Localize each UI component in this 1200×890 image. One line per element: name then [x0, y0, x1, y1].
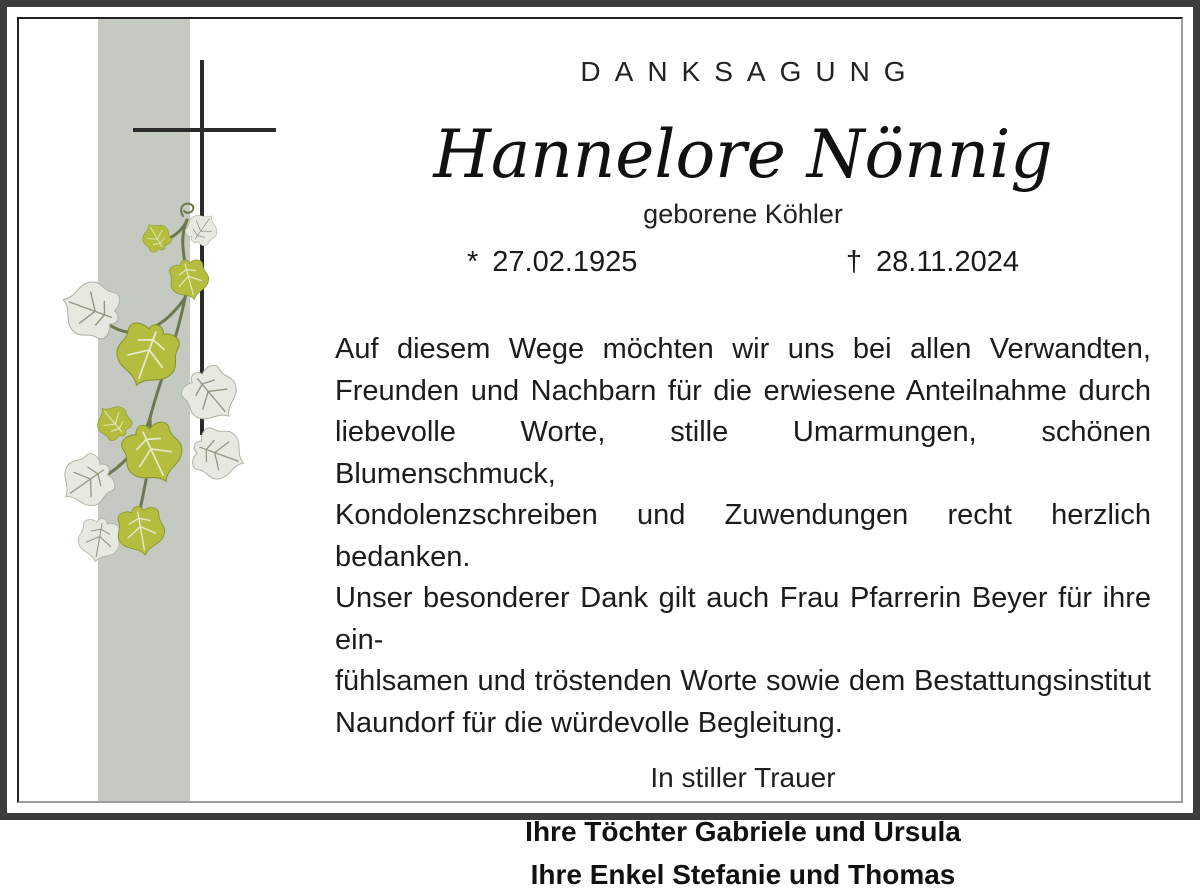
memorial-card	[7, 7, 1193, 890]
body-line: Unser besonderer Dank gilt auch Frau Pfarrerin Beyer für ihre ein-	[335, 582, 1151, 656]
body-line: Naundorf für die würdevolle Begleitung.	[335, 706, 843, 739]
signature-grandchildren: Ihre Enkel Stefanie und Thomas	[530, 859, 956, 890]
closing-line: In stiller Trauer	[650, 762, 836, 794]
deceased-name: Hannelore Nönnig	[433, 116, 1053, 193]
body-line: fühlsamen und tröstenden Worte sowie dem Bestattungsinstitut	[335, 665, 1151, 698]
cross-horizontal-bar	[133, 128, 276, 132]
born-symbol: *	[467, 246, 479, 279]
life-dates-row	[467, 248, 1019, 277]
card-border	[17, 17, 1183, 890]
ivy-vine-illustration	[35, 198, 255, 598]
signature-daughters: Ihre Töchter Gabriele und Ursula	[525, 816, 961, 848]
died-symbol: †	[845, 246, 862, 279]
birth-date: 27.02.1925	[492, 246, 638, 279]
body-paragraph	[335, 329, 1151, 744]
birth-date-group	[467, 248, 637, 277]
maiden-name: geborene Köhler	[643, 199, 843, 230]
body-line: Auf diesem Wege möchten wir uns bei allen Verwandten,	[335, 333, 1151, 366]
body-line: Freunden und Nachbarn für die erwiesene Anteilnahme durch	[335, 374, 1151, 407]
death-date-group	[846, 248, 1019, 277]
body-line: Kondolenzschreiben und Zuwendungen recht herzlich bedanken.	[335, 499, 1151, 573]
notice-title: DANKSAGUNG	[580, 56, 920, 87]
notice-content	[335, 19, 1151, 889]
body-line: liebevolle Worte, stille Umarmungen, schönen Blumenschmuck,	[335, 416, 1151, 490]
death-date: 28.11.2024	[876, 246, 1019, 279]
